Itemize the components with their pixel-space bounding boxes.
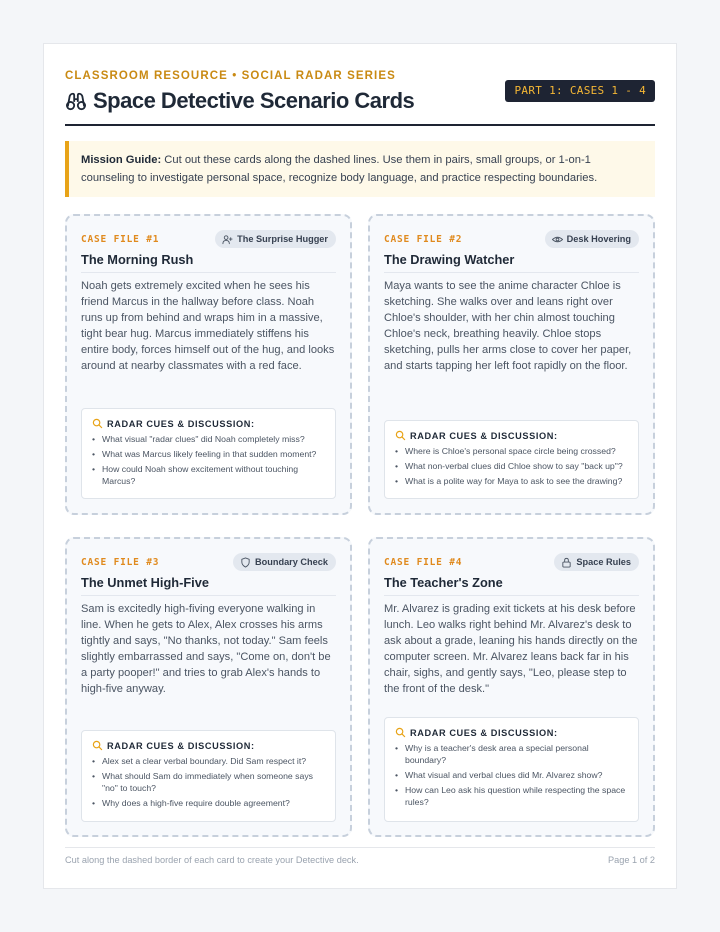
case-file-label: CASE FILE #1	[81, 234, 160, 245]
cues-heading	[395, 430, 628, 441]
cue-item: • How could Noah show excitement without touching Marcus?	[92, 463, 325, 487]
card-tag	[554, 553, 639, 571]
card-divider	[384, 272, 639, 273]
cue-item: • Alex set a clear verbal boundary. Did Sam respect it?	[92, 755, 325, 767]
card-tag-label: The Surprise Hugger	[237, 234, 328, 244]
cues-list	[395, 445, 628, 487]
scenario-card-1	[65, 214, 352, 515]
cues-heading-text: RADAR CUES & DISCUSSION:	[107, 418, 255, 429]
cue-item: • What should Sam do immediately when someone says "no" to touch?	[92, 770, 325, 794]
eye-icon	[552, 234, 563, 245]
magnifier-icon	[92, 418, 103, 429]
cues-list	[92, 755, 325, 809]
card-title: The Drawing Watcher	[384, 252, 515, 267]
footer-divider	[65, 847, 655, 848]
card-tag	[215, 230, 336, 248]
part-badge: PART 1: CASES 1 - 4	[505, 80, 655, 102]
mission-guide-label: Mission Guide:	[81, 154, 162, 166]
page-title: Space Detective Scenario Cards	[93, 88, 415, 113]
binoculars-icon	[65, 91, 87, 111]
card-story: Maya wants to see the anime character Chloe is sketching. She walks over and leans right over Chloe's shoulder, with her chin almost touching Chloe's neck, breathing heavily. Chloe stops sketching, pulls her arms close to cover her paper, and starts tapping her left foot rapidly on the floor.	[384, 280, 632, 372]
footer-note: Cut along the dashed border of each card to create your Detective deck.	[65, 855, 359, 865]
card-tag-label: Desk Hovering	[566, 234, 631, 244]
case-file-label: CASE FILE #4	[384, 557, 463, 568]
shield-icon	[240, 557, 251, 568]
card-title: The Unmet High-Five	[81, 575, 209, 590]
cues-heading-text: RADAR CUES & DISCUSSION:	[107, 740, 255, 751]
cues-list	[395, 742, 628, 808]
scenario-card-3	[65, 537, 352, 837]
user-plus-icon	[222, 234, 233, 245]
radar-cues-box	[384, 717, 639, 822]
cue-item: • What was Marcus likely feeling in that sudden moment?	[92, 448, 325, 460]
title-row	[65, 88, 414, 114]
cue-item: • How can Leo ask his question while respecting the space rules?	[395, 784, 628, 808]
card-tag	[545, 230, 639, 248]
card-tag-label: Space Rules	[576, 557, 631, 567]
scenario-card-2	[368, 214, 655, 515]
cue-item: • Where is Chloe's personal space circle being crossed?	[395, 445, 628, 457]
case-file-label: CASE FILE #3	[81, 557, 160, 568]
cues-list	[92, 433, 325, 487]
radar-cues-box	[81, 408, 336, 499]
mission-guide	[65, 141, 655, 197]
mission-guide-text: Cut out these cards along the dashed lines. Use them in pairs, small groups, or 1-on-1 counseling to investigate personal space, recognize body language, and practice respecting boundaries.	[81, 154, 598, 184]
cue-item: • What visual and verbal clues did Mr. Alvarez show?	[395, 769, 628, 781]
cues-heading-text: RADAR CUES & DISCUSSION:	[410, 727, 558, 738]
cues-heading	[92, 418, 325, 429]
card-tag-label: Boundary Check	[254, 557, 328, 567]
cues-heading	[92, 740, 325, 751]
card-title: The Teacher's Zone	[384, 575, 503, 590]
title-divider	[65, 124, 655, 126]
card-divider	[384, 595, 639, 596]
card-title: The Morning Rush	[81, 252, 194, 267]
cues-heading-text: RADAR CUES & DISCUSSION:	[410, 430, 558, 441]
cue-item: • Why is a teacher's desk area a special personal boundary?	[395, 742, 628, 766]
series-kicker: CLASSROOM RESOURCE • SOCIAL RADAR SERIES	[65, 70, 396, 82]
lock-icon	[561, 557, 572, 568]
cue-item: • What non-verbal clues did Chloe show to say "back up"?	[395, 460, 628, 472]
worksheet-page	[43, 43, 677, 889]
card-story: Sam is excitedly high-fiving everyone walking in line. When he gets to Alex, Alex crosses his arms tightly and says, "No thanks, not today." Sam feels slightly embarrassed and says, "Come on, don't be a party pooper!" and tries to grab Alex's hands to high-five anyway.	[81, 603, 331, 695]
page-number: Page 1 of 2	[608, 855, 655, 865]
case-file-label: CASE FILE #2	[384, 234, 463, 245]
magnifier-icon	[395, 430, 406, 441]
radar-cues-box	[81, 730, 336, 822]
cues-heading	[395, 727, 628, 738]
scenario-card-4	[368, 537, 655, 837]
card-divider	[81, 272, 336, 273]
magnifier-icon	[92, 740, 103, 751]
radar-cues-box	[384, 420, 639, 499]
cue-item: • What is a polite way for Maya to ask to see the drawing?	[395, 475, 628, 487]
card-story: Mr. Alvarez is grading exit tickets at his desk before lunch. Leo walks right behind Mr. Alvarez's desk to ask about a grade, leaning his hands directly on the computer screen. Mr. Alvarez leans back far in his chair, sighs, and gently says, "Leo, please step to the front of the desk."	[384, 603, 638, 695]
cue-item: • Why does a high-five require double agreement?	[92, 797, 325, 809]
card-tag	[233, 553, 336, 571]
card-story: Noah gets extremely excited when he sees his friend Marcus in the hallway before class. Noah runs up from behind and wraps him in a massive, tight bear hug. Marcus immediately stiffens his entire body, forces himself out of the hug, and looks around at nearby classmates with a red face.	[81, 280, 335, 372]
magnifier-icon	[395, 727, 406, 738]
card-divider	[81, 595, 336, 596]
cue-item: • What visual "radar clues" did Noah completely miss?	[92, 433, 325, 445]
